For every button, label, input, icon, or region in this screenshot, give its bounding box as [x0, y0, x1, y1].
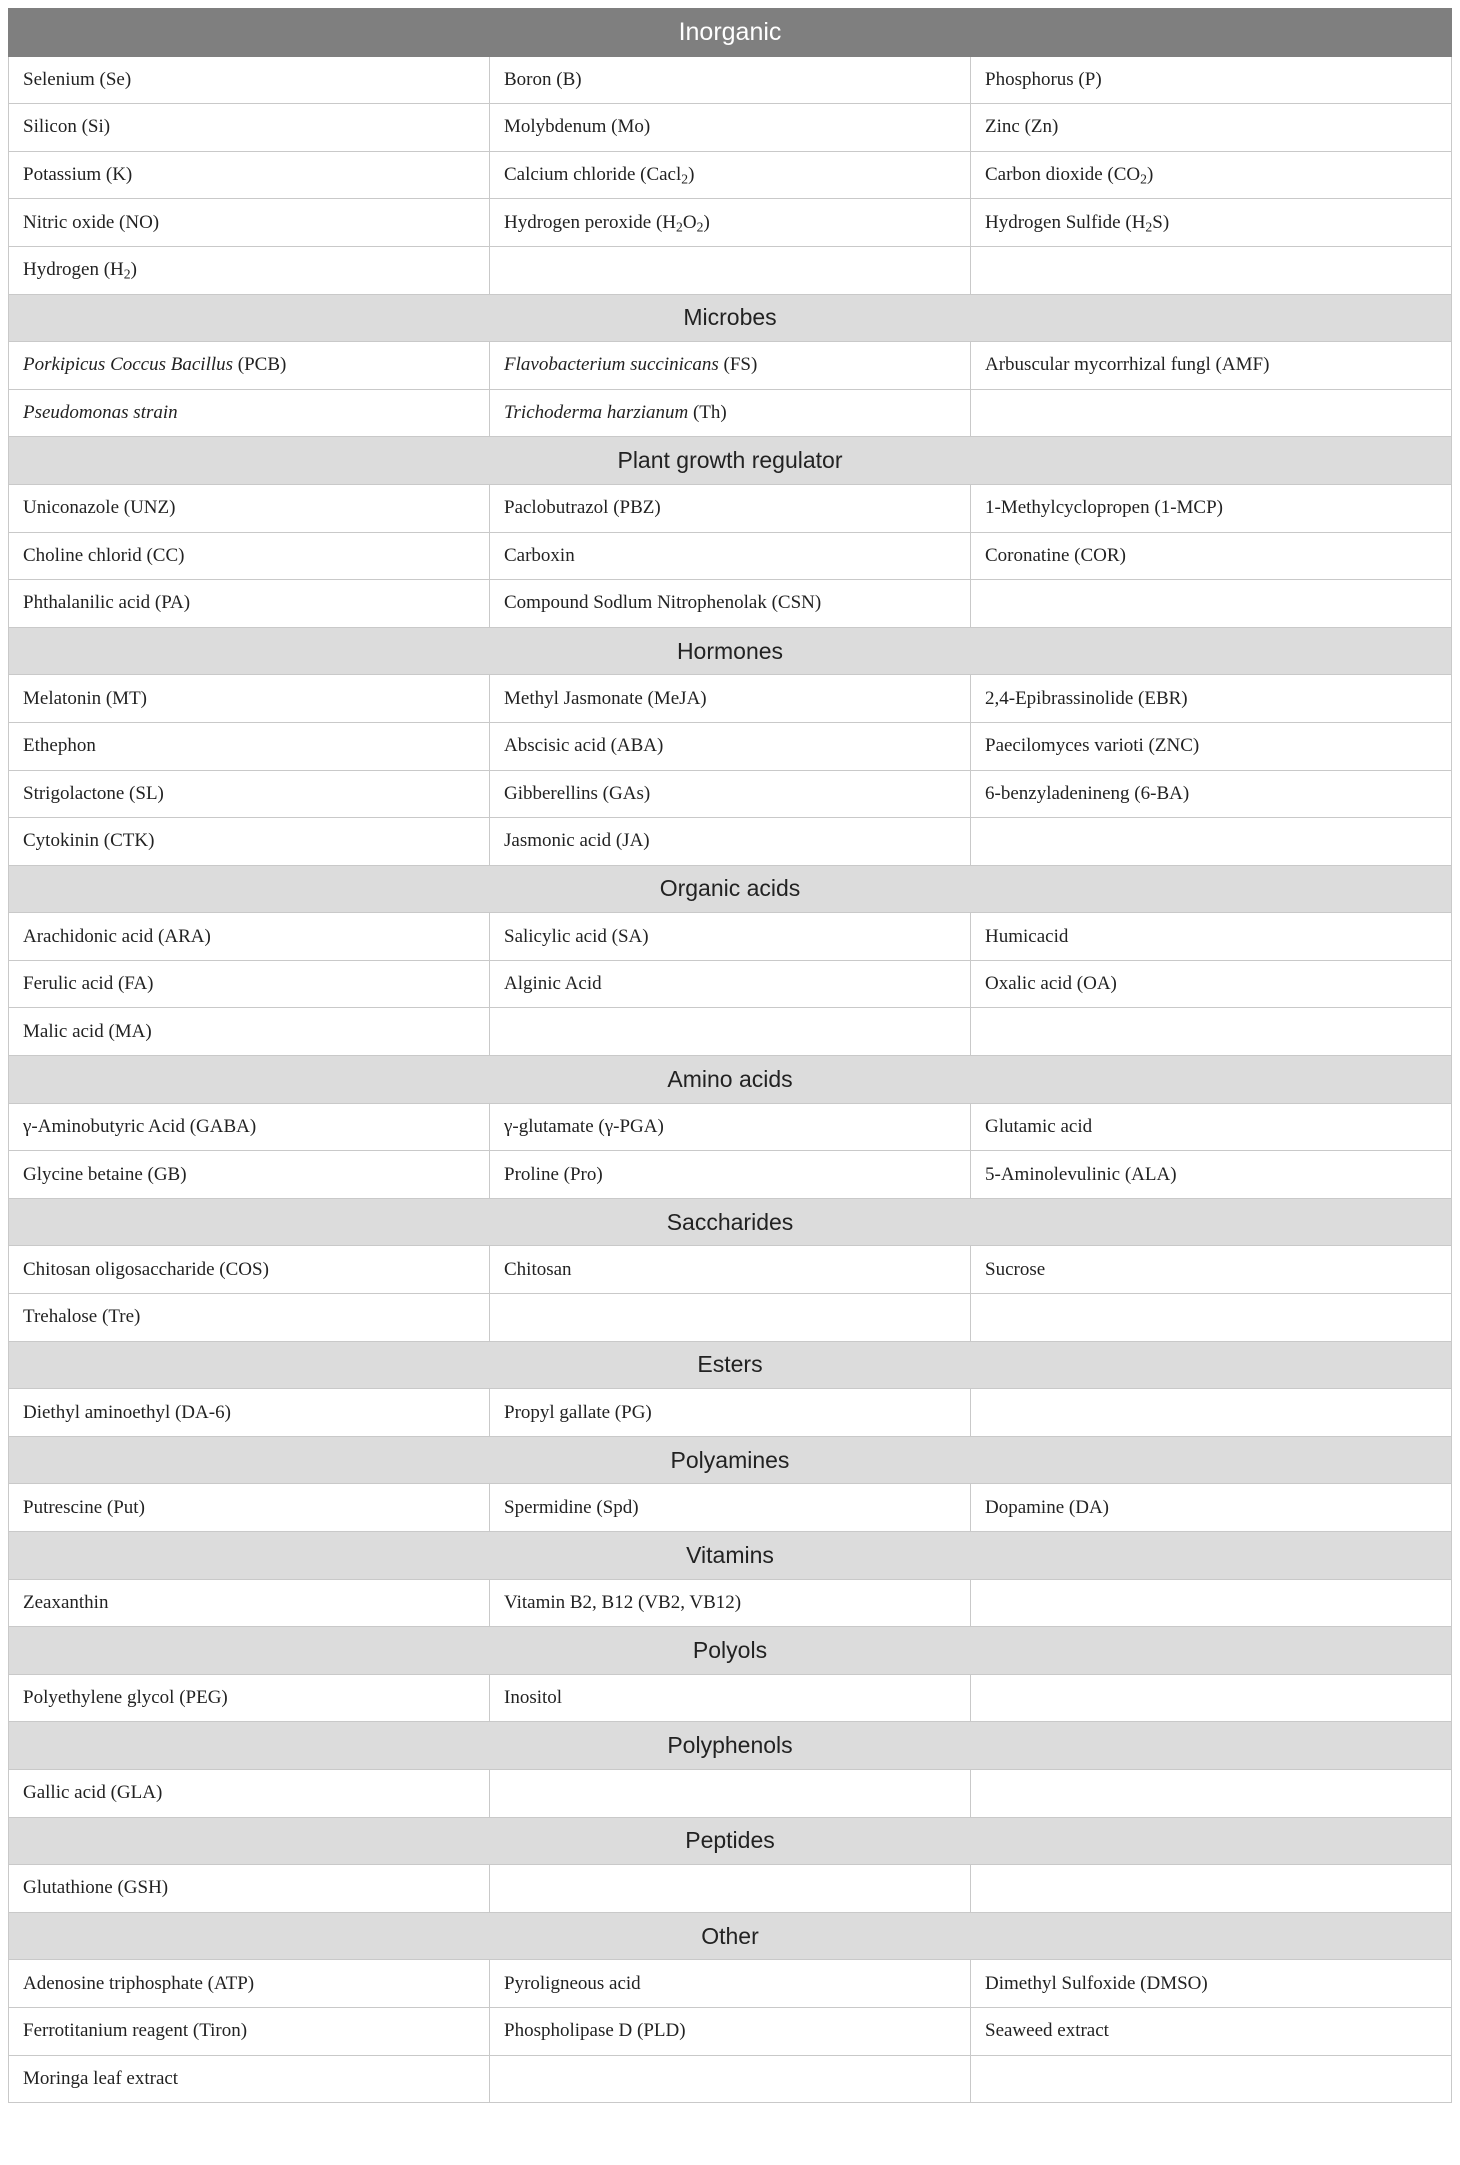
- table-cell: [490, 151, 971, 199]
- cell-text: Zinc (Zn): [985, 116, 1059, 138]
- cell-text: Silicon (Si): [23, 116, 111, 138]
- empty-cell: [971, 1769, 1452, 1817]
- table-row: [9, 1389, 1452, 1437]
- table-cell: [490, 1484, 971, 1532]
- table-row: [9, 56, 1452, 104]
- cell-text: Seaweed extract: [985, 2020, 1109, 2042]
- table-cell: [9, 960, 490, 1008]
- section-header-row: [9, 437, 1452, 485]
- cell-text: Phosphorus (P): [985, 68, 1102, 90]
- table-row: [9, 913, 1452, 961]
- table-cell: [9, 1769, 490, 1817]
- cell-text: Chitosan: [504, 1258, 572, 1280]
- empty-cell: [490, 1008, 971, 1056]
- table-cell: [9, 1246, 490, 1294]
- table-row: [9, 1865, 1452, 1913]
- empty-cell: [490, 1294, 971, 1342]
- table-cell: [9, 818, 490, 866]
- table-row: [9, 342, 1452, 390]
- cell-text: Coronatine (COR): [985, 544, 1126, 566]
- table-cell: [9, 913, 490, 961]
- empty-cell: [971, 1389, 1452, 1437]
- table-row: [9, 1960, 1452, 2008]
- table-cell: [490, 1960, 971, 2008]
- section-header-row: [9, 1912, 1452, 1960]
- table-cell: [9, 151, 490, 199]
- cell-text: Salicylic acid (SA): [504, 925, 649, 947]
- cell-text: Zeaxanthin: [23, 1591, 109, 1613]
- table-row: [9, 104, 1452, 152]
- table-row: [9, 484, 1452, 532]
- italic-text: Porkipicus Coccus Bacillus: [23, 354, 234, 376]
- empty-cell: [490, 246, 971, 294]
- table-cell: [490, 484, 971, 532]
- table-cell: [971, 1484, 1452, 1532]
- section-header-row: [9, 1627, 1452, 1675]
- table-cell: [490, 770, 971, 818]
- table-row: [9, 1151, 1452, 1199]
- table-row: [9, 770, 1452, 818]
- cell-text: Calcium chloride (Cacl: [504, 164, 682, 186]
- subscript-text: 2: [1140, 171, 1147, 187]
- table-row: [9, 818, 1452, 866]
- cell-text: Selenium (Se): [23, 68, 132, 90]
- table-cell: [9, 2055, 490, 2103]
- compound-table-body: [9, 9, 1452, 2103]
- table-cell: [971, 2007, 1452, 2055]
- cell-text: 6-benzyladenineng (6-BA): [985, 782, 1190, 804]
- table-cell: [9, 1151, 490, 1199]
- cell-text: Abscisic acid (ABA): [504, 735, 664, 757]
- table-row: [9, 1769, 1452, 1817]
- cell-text: ): [703, 211, 710, 233]
- table-cell: [9, 389, 490, 437]
- table-cell: [490, 1151, 971, 1199]
- table-cell: [9, 532, 490, 580]
- cell-text: Vitamin B2, B12 (VB2, VB12): [504, 1591, 742, 1613]
- table-row: [9, 151, 1452, 199]
- cell-text: Glutamic acid: [985, 1115, 1093, 1137]
- cell-text: 2,4-Epibrassinolide (EBR): [985, 687, 1188, 709]
- cell-text: Propyl gallate (PG): [504, 1401, 652, 1423]
- cell-text: Arbuscular mycorrhizal fungl (AMF): [985, 354, 1270, 376]
- section-header-row: [9, 9, 1452, 57]
- table-row: [9, 1103, 1452, 1151]
- cell-text: ): [130, 259, 137, 281]
- cell-text: ): [688, 164, 695, 186]
- empty-cell: [971, 1294, 1452, 1342]
- table-cell: [490, 389, 971, 437]
- cell-text: Strigolactone (SL): [23, 782, 164, 804]
- cell-text: Alginic Acid: [504, 973, 602, 995]
- table-cell: [971, 342, 1452, 390]
- cell-text: (FS): [718, 354, 758, 376]
- cell-text: Dopamine (DA): [985, 1496, 1109, 1518]
- table-row: [9, 1579, 1452, 1627]
- table-cell: [490, 2007, 971, 2055]
- section-title-amino-acids: Amino acids: [9, 1056, 1452, 1104]
- cell-text: Glycine betaine (GB): [23, 1163, 187, 1185]
- table-row: [9, 532, 1452, 580]
- cell-text: Phospholipase D (PLD): [504, 2020, 686, 2042]
- table-cell: [971, 532, 1452, 580]
- cell-text: Compound Sodlum Nitrophenolak (CSN): [504, 592, 822, 614]
- table-cell: [9, 342, 490, 390]
- table-cell: [9, 484, 490, 532]
- cell-text: Paecilomyces varioti (ZNC): [985, 735, 1200, 757]
- table-cell: [490, 532, 971, 580]
- table-cell: [490, 1246, 971, 1294]
- empty-cell: [971, 389, 1452, 437]
- cell-text: Diethyl aminoethyl (DA-6): [23, 1401, 231, 1423]
- cell-text: Jasmonic acid (JA): [504, 830, 650, 852]
- section-title-organic-acids: Organic acids: [9, 865, 1452, 913]
- section-title-microbes: Microbes: [9, 294, 1452, 342]
- table-cell: [490, 675, 971, 723]
- table-cell: [971, 56, 1452, 104]
- table-cell: [9, 1484, 490, 1532]
- table-cell: [9, 1294, 490, 1342]
- italic-text: Pseudomonas strain: [23, 402, 178, 424]
- table-cell: [9, 246, 490, 294]
- table-cell: [9, 1103, 490, 1151]
- cell-text: Methyl Jasmonate (MeJA): [504, 687, 707, 709]
- cell-text: Boron (B): [504, 68, 582, 90]
- cell-text: Gibberellins (GAs): [504, 782, 651, 804]
- table-row: [9, 2007, 1452, 2055]
- subscript-text: 2: [681, 171, 689, 187]
- section-title-other: Other: [9, 1912, 1452, 1960]
- table-cell: [971, 1103, 1452, 1151]
- cell-text: O: [682, 211, 697, 233]
- empty-cell: [971, 580, 1452, 628]
- section-header-row: [9, 1198, 1452, 1246]
- table-cell: [9, 1579, 490, 1627]
- subscript-text: 2: [676, 219, 683, 235]
- cell-text: Polyethylene glycol (PEG): [23, 1687, 228, 1709]
- table-row: [9, 1484, 1452, 1532]
- table-row: [9, 389, 1452, 437]
- italic-text: Flavobacterium succinicans: [504, 354, 719, 376]
- cell-text: 1-Methylcyclopropen (1-MCP): [985, 497, 1223, 519]
- cell-text: Trehalose (Tre): [23, 1306, 141, 1328]
- cell-text: Ethephon: [23, 735, 96, 757]
- table-cell: [9, 722, 490, 770]
- subscript-text: 2: [696, 219, 704, 235]
- section-title-peptides: Peptides: [9, 1817, 1452, 1865]
- table-cell: [490, 818, 971, 866]
- table-cell: [9, 770, 490, 818]
- empty-cell: [971, 246, 1452, 294]
- cell-text: Chitosan oligosaccharide (COS): [23, 1258, 269, 1280]
- cell-text: Cytokinin (CTK): [23, 830, 155, 852]
- cell-text: Nitric oxide (NO): [23, 211, 160, 233]
- cell-text: Humicacid: [985, 925, 1069, 947]
- table-cell: [9, 56, 490, 104]
- cell-text: Ferulic acid (FA): [23, 973, 154, 995]
- table-cell: [9, 1389, 490, 1437]
- empty-cell: [971, 1008, 1452, 1056]
- table-cell: [9, 580, 490, 628]
- cell-text: Moringa leaf extract: [23, 2067, 179, 2089]
- table-cell: [490, 1579, 971, 1627]
- cell-text: (PCB): [233, 354, 287, 376]
- cell-text: Gallic acid (GLA): [23, 1782, 163, 1804]
- table-cell: [9, 199, 490, 247]
- table-cell: [971, 1151, 1452, 1199]
- table-cell: [490, 722, 971, 770]
- section-title-saccharides: Saccharides: [9, 1198, 1452, 1246]
- cell-text: Proline (Pro): [504, 1163, 603, 1185]
- table-cell: [490, 960, 971, 1008]
- table-cell: [971, 1246, 1452, 1294]
- section-header-row: [9, 1532, 1452, 1580]
- table-cell: [971, 770, 1452, 818]
- table-row: [9, 1674, 1452, 1722]
- cell-text: γ-glutamate (γ-PGA): [504, 1115, 664, 1137]
- table-cell: [971, 675, 1452, 723]
- cell-text: (Th): [688, 402, 727, 424]
- table-cell: [9, 1674, 490, 1722]
- table-row: [9, 1294, 1452, 1342]
- table-cell: [9, 675, 490, 723]
- section-title-vitamins: Vitamins: [9, 1532, 1452, 1580]
- section-title-polyphenols: Polyphenols: [9, 1722, 1452, 1770]
- section-header-row: [9, 1722, 1452, 1770]
- table-cell: [490, 1103, 971, 1151]
- table-row: [9, 675, 1452, 723]
- cell-text: Paclobutrazol (PBZ): [504, 497, 661, 519]
- empty-cell: [490, 2055, 971, 2103]
- table-cell: [490, 199, 971, 247]
- empty-cell: [971, 1579, 1452, 1627]
- cell-text: Molybdenum (Mo): [504, 116, 651, 138]
- cell-text: Dimethyl Sulfoxide (DMSO): [985, 1972, 1208, 1994]
- cell-text: γ-Aminobutyric Acid (GABA): [23, 1115, 257, 1137]
- empty-cell: [490, 1865, 971, 1913]
- section-title-polyols: Polyols: [9, 1627, 1452, 1675]
- table-cell: [971, 199, 1452, 247]
- section-header-row: [9, 1436, 1452, 1484]
- section-header-row: [9, 1056, 1452, 1104]
- table-row: [9, 722, 1452, 770]
- empty-cell: [971, 2055, 1452, 2103]
- italic-text: Trichoderma harzianum: [504, 402, 689, 424]
- cell-text: Spermidine (Spd): [504, 1496, 639, 1518]
- cell-text: Uniconazole (UNZ): [23, 497, 176, 519]
- cell-text: Hydrogen peroxide (H: [504, 211, 677, 233]
- table-cell: [971, 104, 1452, 152]
- table-cell: [490, 580, 971, 628]
- cell-text: Hydrogen Sulfide (H: [985, 211, 1146, 233]
- cell-text: Pyroligneous acid: [504, 1972, 641, 1994]
- cell-text: Melatonin (MT): [23, 687, 148, 709]
- section-header-row: [9, 627, 1452, 675]
- table-row: [9, 2055, 1452, 2103]
- cell-text: Inositol: [504, 1687, 563, 1709]
- section-title-inorganic: Inorganic: [9, 9, 1452, 57]
- table-cell: [490, 104, 971, 152]
- section-header-row: [9, 865, 1452, 913]
- table-cell: [971, 151, 1452, 199]
- table-cell: [490, 913, 971, 961]
- cell-text: Oxalic acid (OA): [985, 973, 1117, 995]
- cell-text: Phthalanilic acid (PA): [23, 592, 191, 614]
- table-cell: [971, 960, 1452, 1008]
- table-row: [9, 1246, 1452, 1294]
- cell-text: ): [1147, 164, 1154, 186]
- table-cell: [490, 342, 971, 390]
- cell-text: Potassium (K): [23, 164, 133, 186]
- table-cell: [490, 56, 971, 104]
- cell-text: Carbon dioxide (CO: [985, 164, 1141, 186]
- section-header-row: [9, 1341, 1452, 1389]
- table-row: [9, 246, 1452, 294]
- cell-text: Glutathione (GSH): [23, 1877, 169, 1899]
- table-row: [9, 580, 1452, 628]
- section-header-row: [9, 294, 1452, 342]
- table-cell: [971, 722, 1452, 770]
- empty-cell: [971, 1865, 1452, 1913]
- empty-cell: [971, 1674, 1452, 1722]
- table-cell: [9, 1008, 490, 1056]
- section-header-row: [9, 1817, 1452, 1865]
- section-title-polyamines: Polyamines: [9, 1436, 1452, 1484]
- table-cell: [971, 913, 1452, 961]
- cell-text: Ferrotitanium reagent (Tiron): [23, 2020, 248, 2042]
- section-title-hormones: Hormones: [9, 627, 1452, 675]
- cell-text: Sucrose: [985, 1258, 1046, 1280]
- table-cell: [490, 1389, 971, 1437]
- table-cell: [9, 1960, 490, 2008]
- table-cell: [971, 1960, 1452, 2008]
- cell-text: S): [1152, 211, 1170, 233]
- cell-text: Malic acid (MA): [23, 1020, 152, 1042]
- table-cell: [9, 104, 490, 152]
- subscript-text: 2: [123, 266, 131, 282]
- cell-text: 5-Aminolevulinic (ALA): [985, 1163, 1177, 1185]
- subscript-text: 2: [1145, 219, 1153, 235]
- empty-cell: [971, 818, 1452, 866]
- compound-table: [8, 8, 1452, 2103]
- table-cell: [490, 1674, 971, 1722]
- empty-cell: [490, 1769, 971, 1817]
- table-row: [9, 199, 1452, 247]
- cell-text: Adenosine triphosphate (ATP): [23, 1972, 255, 1994]
- cell-text: Putrescine (Put): [23, 1496, 145, 1518]
- section-title-esters: Esters: [9, 1341, 1452, 1389]
- table-row: [9, 960, 1452, 1008]
- table-row: [9, 1008, 1452, 1056]
- table-cell: [9, 1865, 490, 1913]
- table-cell: [971, 484, 1452, 532]
- cell-text: Carboxin: [504, 544, 575, 566]
- table-cell: [9, 2007, 490, 2055]
- cell-text: Choline chlorid (CC): [23, 544, 185, 566]
- section-title-plant-growth-regulator: Plant growth regulator: [9, 437, 1452, 485]
- cell-text: Arachidonic acid (ARA): [23, 925, 211, 947]
- cell-text: Hydrogen (H: [23, 259, 124, 281]
